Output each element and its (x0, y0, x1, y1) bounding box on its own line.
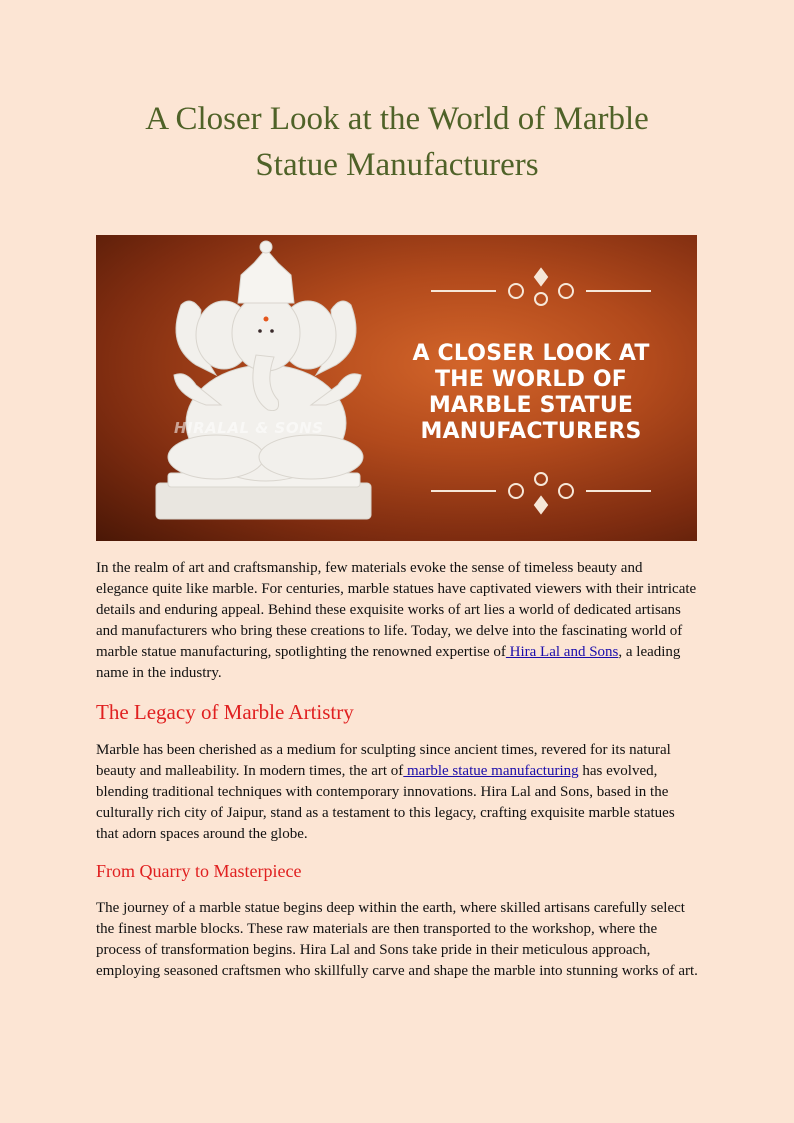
quarry-paragraph: The journey of a marble statue begins deep within the earth, where skilled artisans carefully select the finest marble blocks. These raw materials are then transported to the workshop, where the process of transformation begins. Hira Lal and Sons take pride in their meticulous approach, employing seasoned craftsmen who skillfully carve and shape the marble into stunning works of art. (96, 900, 698, 979)
banner-headline-line: MARBLE STATUE (428, 393, 634, 418)
ornament-top (431, 269, 651, 305)
banner-headline-line: THE WORLD OF (434, 367, 628, 392)
brand-watermark: HIRALAL & SONS (174, 419, 324, 437)
hira-lal-and-sons-link[interactable]: Hira Lal and Sons (505, 644, 619, 660)
intro-text-end: , a leading name in the industry. (96, 644, 681, 681)
banner-headline (396, 341, 666, 445)
legacy-text: Marble has been cherished as a medium for sculpting since ancient times, revered for its natural beauty and malleability. In modern times, the art of (96, 742, 671, 779)
ornament-bottom (431, 473, 651, 513)
title-line-2: Statue Manufacturers (255, 147, 539, 183)
marble-statue-manufacturing-link[interactable]: marble statue manufacturing (403, 763, 579, 779)
document-title (97, 96, 697, 188)
section-heading-legacy: The Legacy of Marble Artistry (96, 700, 354, 724)
legacy-text-end: has evolved, blending traditional techniques with contemporary innovations. Hira Lal and Sons, based in the culturally rich city of Jaipur, stand as a testament to this legacy, crafting exquisite marble statues that adorn spaces around the globe. (96, 763, 675, 842)
intro-paragraph (96, 558, 698, 684)
hero-banner-image (96, 235, 697, 541)
section-heading-quarry: From Quarry to Masterpiece (96, 861, 302, 881)
intro-text: In the realm of art and craftsmanship, few materials evoke the sense of timeless beauty and elegance quite like marble. For centuries, marble statues have captivated viewers with their intricate details and enduring appeal. Behind these exquisite works of art lies a world of dedicated artisans and manufacturers who bring these creations to life. Today, we delve into the fascinating world of marble statue manufacturing, spotlighting the renowned expertise of (96, 560, 697, 660)
legacy-paragraph (96, 740, 698, 845)
marble-statue-illustration (156, 241, 371, 519)
banner-headline-line: MANUFACTURERS (420, 419, 642, 444)
banner-headline-line: A CLOSER LOOK AT (412, 341, 650, 366)
tilak-mark (264, 317, 269, 322)
title-line-1: A Closer Look at the World of Marble (145, 101, 649, 137)
